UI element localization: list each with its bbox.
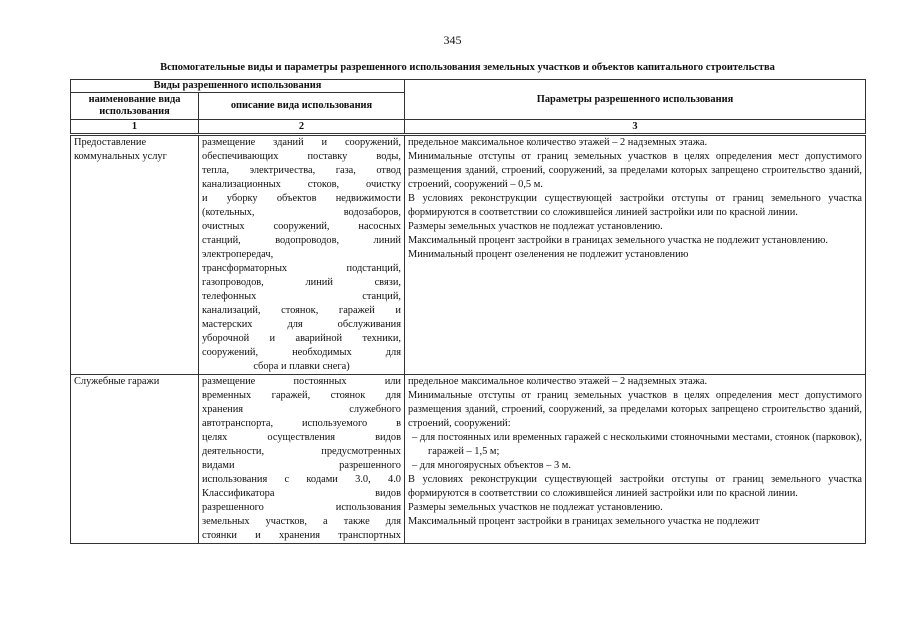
description-line: Классификатора видов	[202, 488, 401, 499]
header-usage-name: наименование вида использования	[71, 93, 199, 120]
usage-parameters-cell	[405, 135, 866, 375]
usage-description-cell	[199, 135, 405, 375]
description-line: целях осуществления видов	[202, 432, 401, 443]
description-line: очистных сооружений, насосных	[202, 221, 401, 232]
group-header-usage-types: Виды разрешенного использования	[71, 80, 405, 93]
description-line: размещение постоянных или	[202, 376, 401, 387]
parameter-list-item: – для постоянных или временных гаражей с несколькими стояночными местами, стоянок (парковок), гаражей – 1,5 м;	[412, 432, 862, 457]
description-line: временных гаражей, стоянок для	[202, 390, 401, 401]
description-line: газопроводов, линий связи,	[202, 277, 401, 288]
land-use-parameters-table	[70, 79, 866, 544]
description-line: мастерских для обслуживания	[202, 319, 401, 330]
column-number-3: 3	[405, 120, 866, 135]
usage-name-cell: Предоставление коммунальных услуг	[71, 135, 199, 375]
header-usage-parameters: Параметры разрешенного использования	[405, 80, 866, 120]
document-title: Вспомогательные виды и параметры разрешенного использования земельных участков и объектов капитального строительства	[160, 62, 775, 73]
description-line: сооружений, необходимых для	[202, 347, 401, 358]
page-number: 345	[443, 33, 462, 47]
description-line: станций, водопроводов, линий	[202, 235, 401, 246]
description-line: обеспечивающих поставку воды,	[202, 151, 401, 162]
description-line: разрешенного использования	[202, 502, 401, 513]
table-row	[71, 375, 866, 544]
description-line: хранения служебного	[202, 404, 401, 415]
usage-name-cell: Служебные гаражи	[71, 375, 199, 544]
description-line: трансформаторных подстанций,	[202, 263, 401, 274]
description-line: электропередач,	[202, 249, 274, 260]
table-row	[71, 135, 866, 375]
description-line: деятельности, предусмотренных	[202, 446, 401, 457]
header-usage-description: описание вида использования	[199, 93, 405, 120]
parameter-paragraph: предельное максимальное количество этажей – 2 надземных этажа.	[408, 376, 708, 387]
description-line: земельных участков, а также для	[202, 516, 401, 527]
column-number-1: 1	[71, 120, 199, 135]
description-line: сбора и плавки снега)	[253, 361, 350, 372]
parameter-paragraph: Максимальный процент застройки в границах земельного участка не подлежит установлению.	[408, 235, 829, 246]
parameter-paragraph: Размеры земельных участков не подлежат установлению.	[408, 502, 663, 513]
parameter-paragraph: В условиях реконструкции существующей застройки отступы от границ земельного участка формируются в соответствии со сложившейся линией застройки или по красной линии.	[408, 474, 862, 499]
column-number-2: 2	[199, 120, 405, 135]
parameter-paragraph: В условиях реконструкции существующей застройки отступы от границ земельного участка формируются в соответствии со сложившейся линией застройки или по красной линии.	[408, 193, 862, 218]
usage-parameters-cell	[405, 375, 866, 544]
description-line: канализаций, стоянок, гаражей и	[202, 305, 401, 316]
parameter-list-item: – для многоярусных объектов – 3 м.	[412, 460, 571, 471]
description-line: телефонных станций,	[202, 291, 401, 302]
description-line: использования с кодами 3.0, 4.0	[202, 474, 401, 485]
parameter-paragraph: Максимальный процент застройки в границах земельного участка не подлежит	[408, 516, 760, 527]
description-line: размещение зданий и сооружений,	[202, 137, 401, 148]
description-line: (котельных, водозаборов,	[202, 207, 401, 218]
description-line: видами разрешенного	[202, 460, 401, 471]
description-line: уборочной и аварийной техники,	[202, 333, 401, 344]
description-line: канализационных стоков, очистку	[202, 179, 401, 190]
usage-description-cell	[199, 375, 405, 544]
parameter-paragraph: Минимальный процент озеленения не подлежит установлению	[408, 249, 689, 260]
description-line: стоянки и хранения транспортных	[202, 530, 401, 541]
parameter-paragraph: Минимальные отступы от границ земельных участков в целях определения мест допустимого размещения зданий, строений, сооружений, за пределами которых запрещено строительство зданий, строений, сооружений:	[408, 390, 862, 429]
parameter-paragraph: Минимальные отступы от границ земельных участков в целях определения мест допустимого размещения зданий, строений, сооружений, за пределами которых запрещено строительство зданий, строений, сооружений – 0,5 м.	[408, 151, 862, 190]
parameter-paragraph: предельное максимальное количество этажей – 2 надземных этажа.	[408, 137, 708, 148]
description-line: автотранспорта, используемого в	[202, 418, 401, 429]
description-line: и уборку объектов недвижимости	[202, 193, 401, 204]
description-line: тепла, электричества, газа, отвод	[202, 165, 401, 176]
parameter-paragraph: Размеры земельных участков не подлежат установлению.	[408, 221, 663, 232]
